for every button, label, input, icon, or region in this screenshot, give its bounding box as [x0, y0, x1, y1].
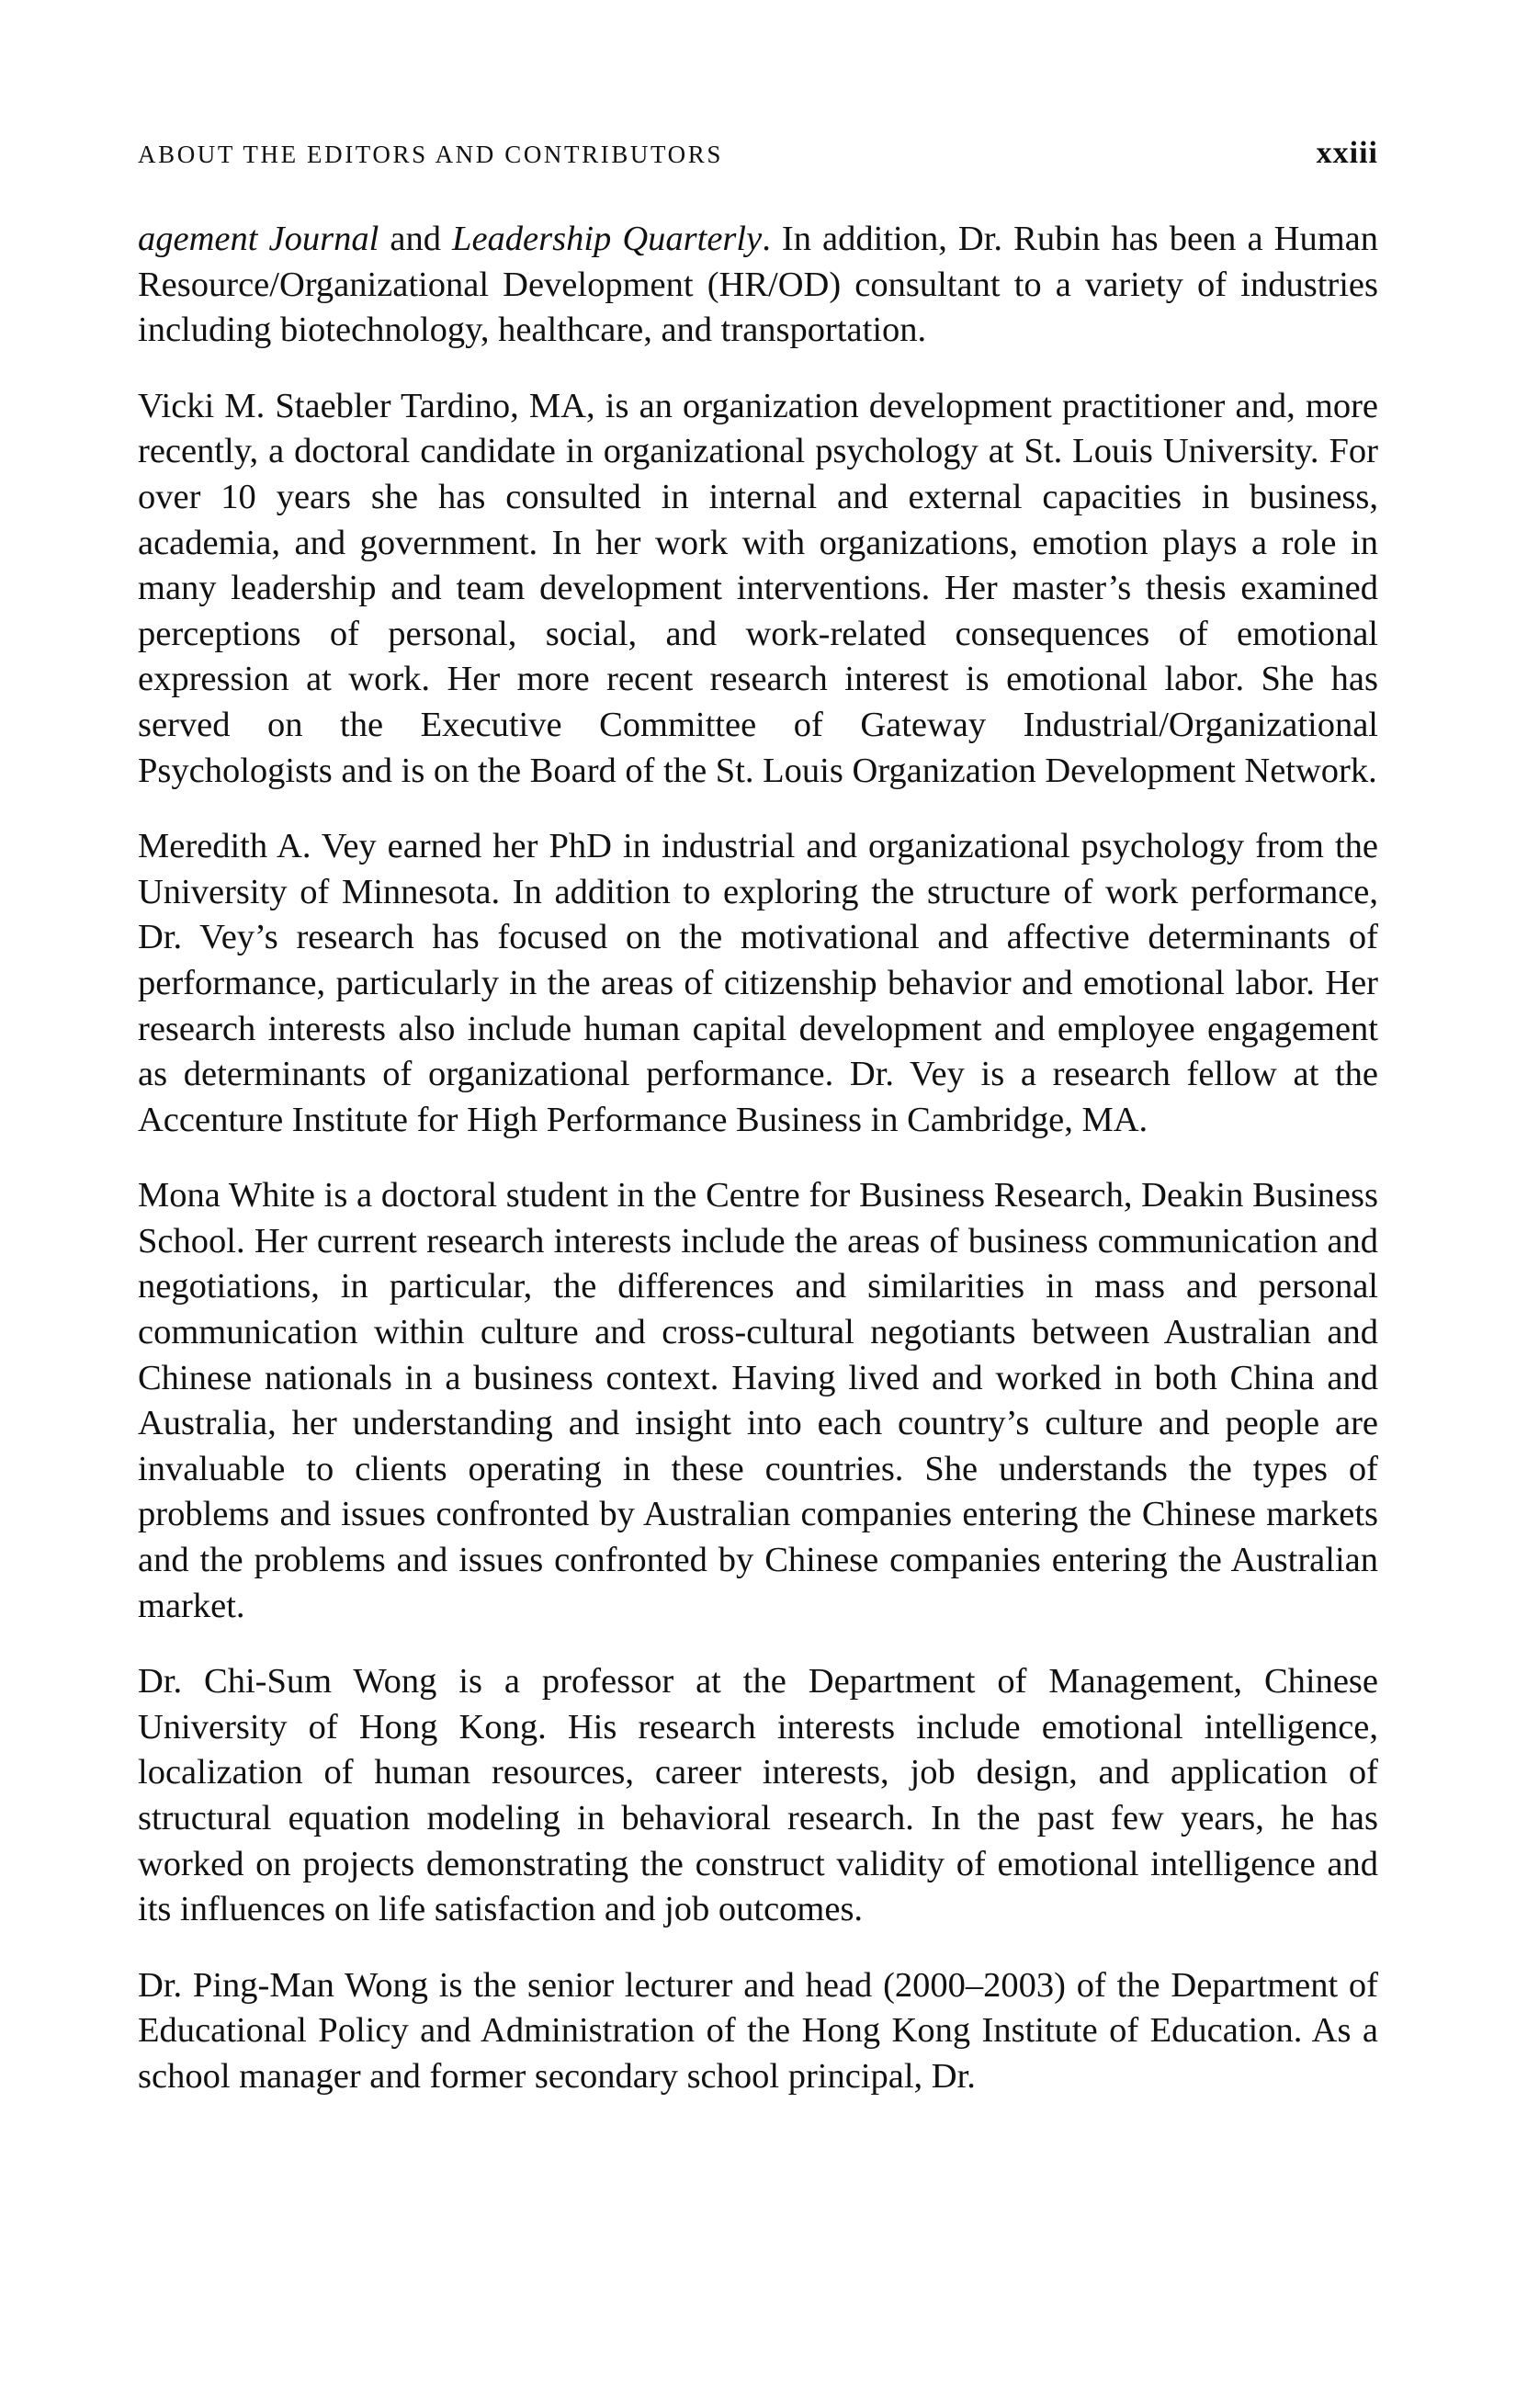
- paragraph-text: and: [379, 220, 453, 258]
- body-text: [138, 217, 1378, 2131]
- page-number: xxiii: [1316, 136, 1378, 170]
- running-head: [138, 136, 1378, 176]
- paragraph-tardino: Vicki M. Staebler Tardino, MA, is an organization development practitioner and, more recently, a doctoral candidate in organizational psychology at St. Louis University. For over 10 years she has consulted in internal and external capacities in business, academia, and government. In her work with organizations, emotion plays a role in many leadership and team development interventions. Her master’s thesis examined perceptions of personal, social, and work-related consequences of emotional expression at work. Her more recent research interest is emotional labor. She has served on the Executive Committee of Gateway Industrial/Organizational Psychologists and is on the Board of the St. Louis Organization Development Network.: [138, 386, 1378, 790]
- journal-title-italic: agement Journal: [138, 220, 379, 258]
- paragraph-white: Mona White is a doctoral student in the Centre for Business Research, Deakin Business School. Her current research interests include the areas of business communication and negotiations, in particular, the differences and similarities in mass and personal communication within culture and cross-cultural negotiants between Australian and Chinese nationals in a business context. Having lived and worked in both China and Australia, her understanding and insight into each country’s culture and people are invaluable to clients operating in these countries. She understands the types of problems and issues confronted by Australian companies entering the Chinese markets and the problems and issues confronted by Chinese companies entering the Australian market.: [138, 1176, 1378, 1625]
- paragraph-chi-sum-wong: Dr. Chi-Sum Wong is a professor at the Department of Management, Chinese University of Hong Kong. His research interests include emotional intelligence, localization of human resources, career interests, job design, and application of structural equation modeling in behavioral research. In the past few years, he has worked on projects demonstrating the construct validity of emotional intelligence and its influences on life satisfaction and job outcomes.: [138, 1662, 1378, 1929]
- paragraph-rubin-continued: [138, 217, 1378, 354]
- paragraph-ping-man-wong: Dr. Ping-Man Wong is the senior lecturer and head (2000–2003) of the Department of Educational Policy and Administration of the Hong Kong Institute of Education. As a school manager and former secondary school principal, Dr.: [138, 1965, 1378, 2096]
- paragraph-text: . In addition, Dr. Rubin has been a Human Resource/Organizational Development (HR/OD) consultant to a variety of industries including biotechnology, healthcare, and transportation.: [138, 220, 1378, 350]
- paragraph-vey: Meredith A. Vey earned her PhD in industrial and organizational psychology from the University of Minnesota. In addition to exploring the structure of work performance, Dr. Vey’s research has focused on the motivational and affective determinants of performance, particularly in the areas of citizenship behavior and emotional labor. Her research interests also include human capital development and employee engagement as determinants of organizational performance. Dr. Vey is a research fellow at the Accenture Institute for High Performance Business in Cambridge, MA.: [138, 827, 1378, 1139]
- running-head-title: ABOUT THE EDITORS AND CONTRIBUTORS: [138, 141, 723, 168]
- journal-title-italic: Leadership Quarterly: [452, 220, 763, 258]
